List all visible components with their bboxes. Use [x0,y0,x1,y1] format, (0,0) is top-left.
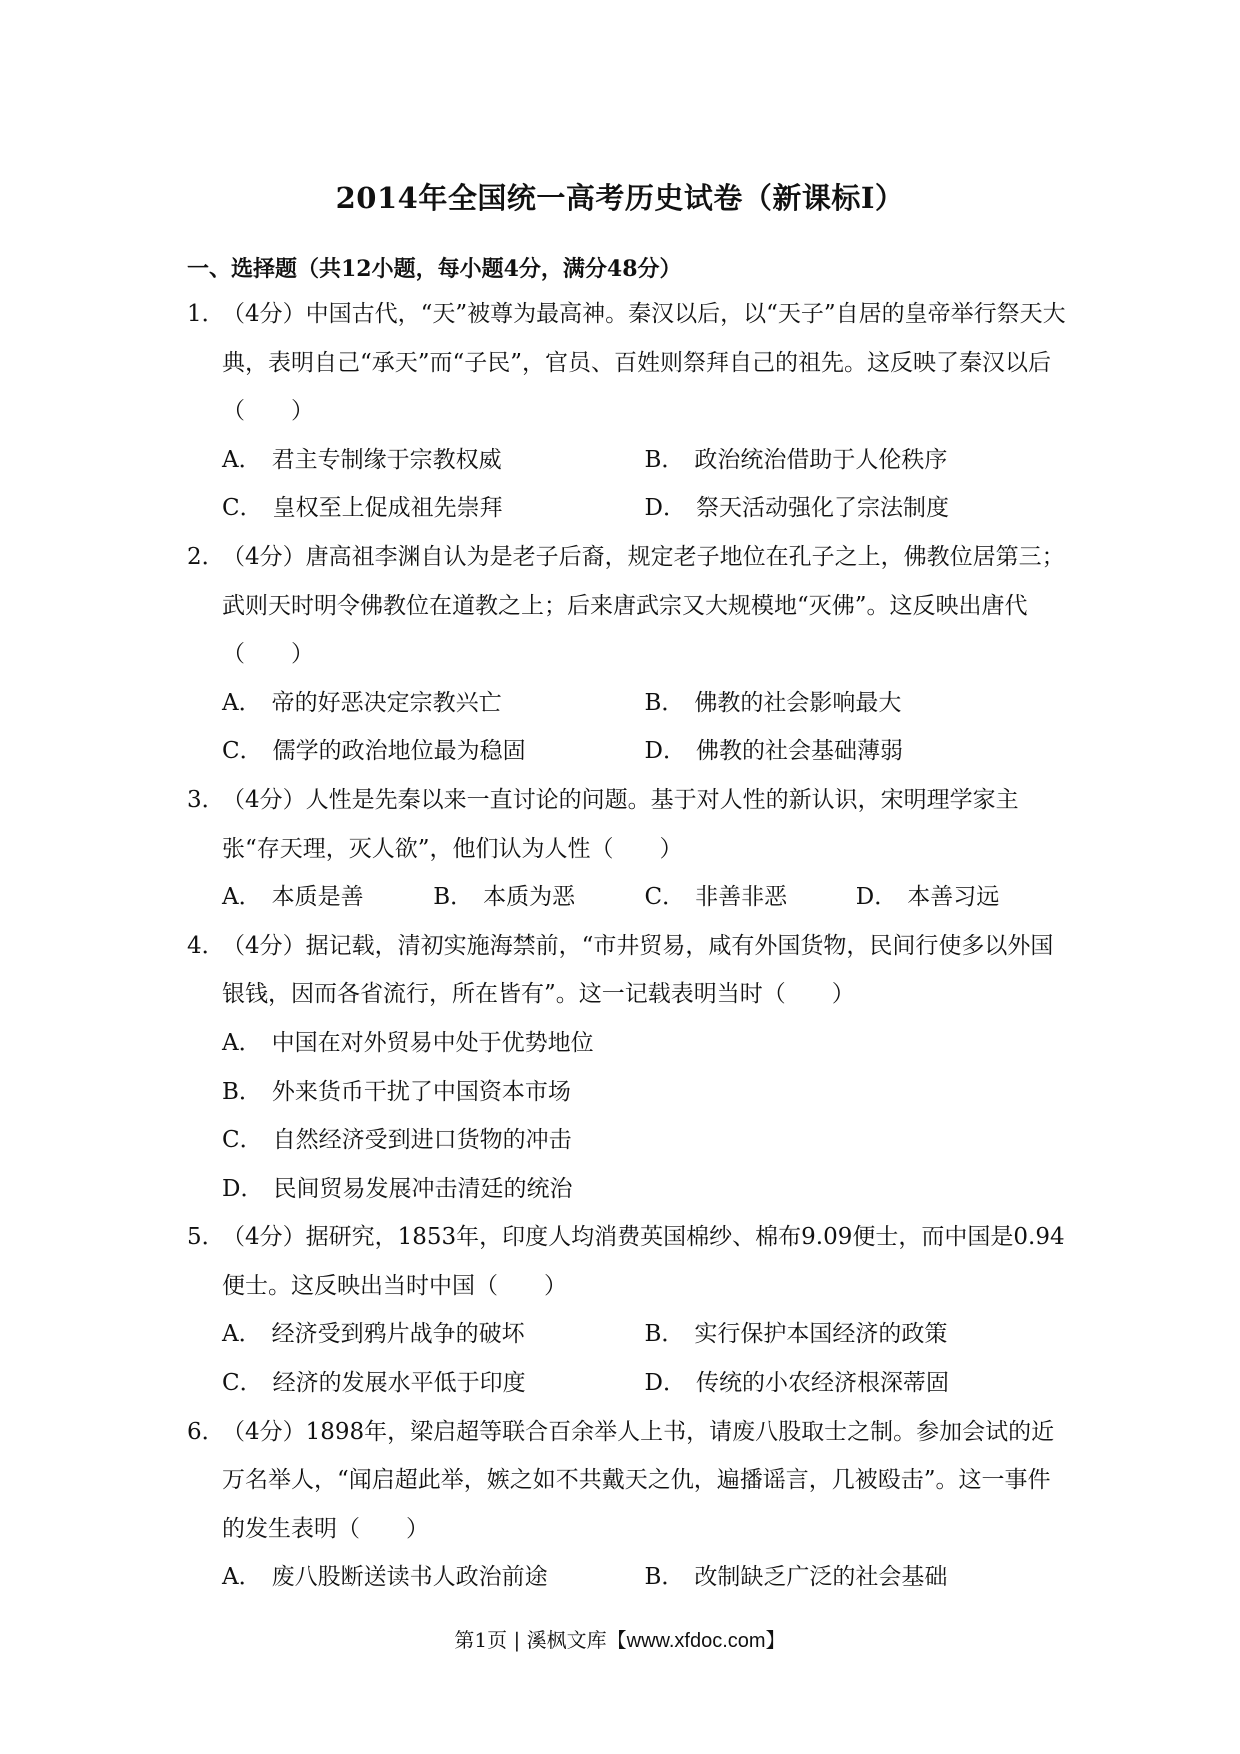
option-c: C． 儒学的政治地位最为稳固 [222,738,526,765]
source-name: 溪枫文库 [526,1628,607,1652]
question-text: （4分）唐高祖李渊自认为是老子后裔，规定老子地位在孔子之上，佛教位居第三；武则天时明令佛教位在道教之上；后来唐武宗又大规模地“灭佛”。这反映出唐代（ ） [222,543,1065,668]
option-c: C． 非善非恶 [644,884,788,911]
question-text: （4分）据记载，清初实施海禁前，“市井贸易，咸有外国货物，民间行使多以外国银钱，因而各省流行，所在皆有”。这一记载表明当时（ ） [222,932,1054,1008]
option-b: B． 外来货币干扰了中国资本市场 [222,1078,571,1105]
page-footer [0,1624,1240,1653]
source-url[interactable]: 【www.xfdoc.com】 [606,1630,786,1652]
question-1 [187,290,1067,533]
page-title: 2014年全国统一高考历史试卷（新课标Ⅰ） [335,181,905,215]
question-number: 6． [187,1418,225,1445]
option-list [187,873,1067,922]
question-number: 2． [187,543,225,570]
section-heading: 一、选择题（共12小题，每小题4分，满分48分） [187,256,682,282]
question-text: （4分）中国古代，“天”被尊为最高神。秦汉以后，以“天子”自居的皇帝举行祭天大典，表明自己“承天”而“子民”，官员、百姓则祭拜自己的祖先。这反映了秦汉以后（ ） [222,301,1066,425]
question-stem [187,922,1067,1019]
question-number: 3． [187,786,225,813]
option-d: D． 祭天活动强化了宗法制度 [644,495,949,522]
question-2 [187,533,1067,776]
question-stem [187,1213,1067,1310]
question-number: 4． [187,932,225,959]
question-number: 5． [187,1224,225,1251]
option-d: D． 民间贸易发展冲击清廷的统治 [222,1175,573,1202]
option-a: A． 帝的好恶决定宗教兴亡 [222,689,502,716]
option-d: D． 本善习远 [855,884,1000,911]
question-6 [187,1408,1067,1602]
page-number: 第1页 [454,1628,508,1652]
question-stem [187,1408,1067,1554]
question-text: （4分）人性是先秦以来一直讨论的问题。基于对人性的新认识，宋明理学家主张“存天理，灭人欲”，他们认为人性（ ） [222,786,1019,862]
question-text: （4分）据研究，1853年，印度人均消费英国棉纱、棉布9.09便士，而中国是0.94便士。这反映出当时中国（ ） [222,1224,1065,1299]
question-4 [187,922,1067,1214]
option-a: A． 中国在对外贸易中处于优势地位 [222,1029,594,1056]
option-d: D． 传统的小农经济根深蒂固 [644,1370,949,1397]
option-a: A． 经济受到鸦片战争的破坏 [222,1321,525,1348]
option-c: C． 皇权至上促成祖先崇拜 [222,495,503,522]
question-5 [187,1213,1067,1407]
question-stem [187,776,1067,873]
option-a: A． 本质是善 [222,884,364,911]
question-stem [187,533,1067,679]
footer-separator: | [513,1628,521,1652]
option-b: B． 改制缺乏广泛的社会基础 [644,1564,948,1591]
option-list [187,679,1067,776]
question-number: 1． [187,301,225,327]
option-a: A． 废八股断送读书人政治前途 [222,1564,548,1591]
question-3 [187,776,1067,922]
option-c: C． 经济的发展水平低于印度 [222,1370,526,1397]
option-b: B． 政治统治借助于人伦秩序 [644,446,948,473]
option-c: C． 自然经济受到进口货物的冲击 [222,1127,572,1154]
option-list [187,1553,1067,1602]
question-stem [187,290,1067,436]
option-b: B． 实行保护本国经济的政策 [644,1321,948,1348]
option-b: B． 佛教的社会影响最大 [644,689,902,716]
option-d: D． 佛教的社会基础薄弱 [644,738,903,765]
option-list [187,1019,1067,1213]
question-text: （4分）1898年，梁启超等联合百余举人上书，请废八股取士之制。参加会试的近万名举人，“闻启超此举，嫉之如不共戴天之仇，遍播谣言，几被殴击”。这一事件的发生表明（ ） [222,1418,1055,1542]
option-b: B． 本质为恶 [433,884,576,911]
option-list [187,1310,1067,1407]
option-a: A． 君主专制缘于宗教权威 [222,446,502,473]
option-list [187,436,1067,533]
question-list [187,290,1067,1602]
